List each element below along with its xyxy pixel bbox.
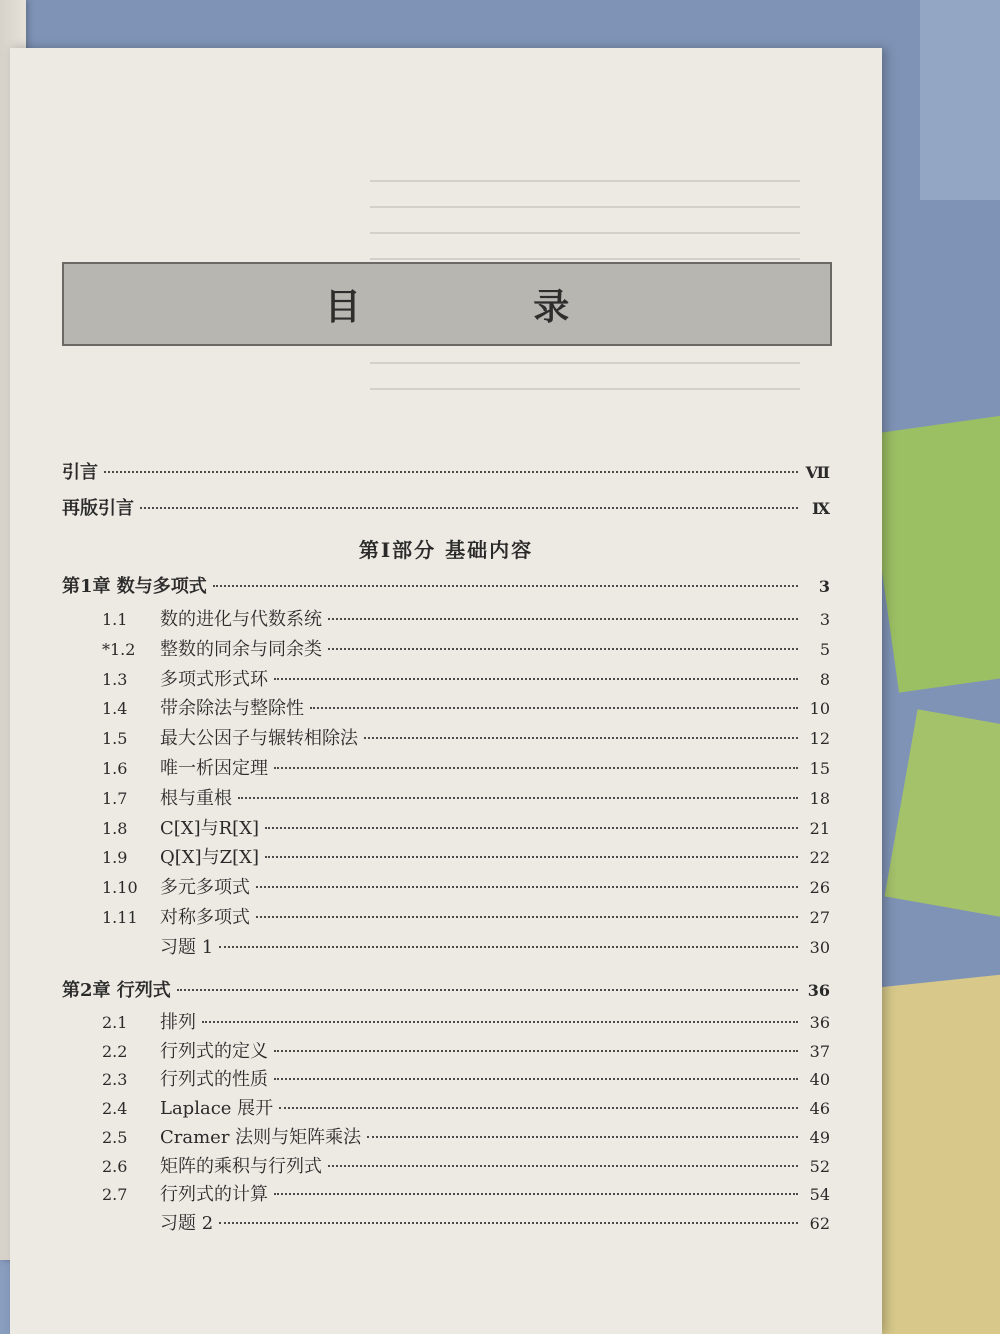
section-number: 1.4 bbox=[102, 699, 128, 719]
section-title: Laplace 展开 bbox=[160, 1098, 274, 1120]
toc-entry-preface[interactable] bbox=[62, 458, 830, 484]
section-number: 2.7 bbox=[102, 1185, 128, 1205]
toc-section-entry[interactable] bbox=[102, 1008, 830, 1034]
toc-section-entry[interactable] bbox=[102, 1094, 830, 1120]
toc-section-entry[interactable] bbox=[102, 1065, 830, 1091]
toc-section-entry[interactable] bbox=[102, 1037, 830, 1063]
toc-section-entry[interactable] bbox=[102, 754, 830, 780]
entry-page: 36 bbox=[809, 1013, 830, 1032]
leader-dots bbox=[274, 1078, 798, 1080]
entry-page: 30 bbox=[809, 937, 830, 957]
toc-section-entry[interactable] bbox=[102, 843, 830, 869]
toc-section-entry[interactable] bbox=[102, 665, 830, 691]
section-title: 习题 2 bbox=[160, 1212, 214, 1234]
entry-page: 3 bbox=[818, 577, 830, 596]
leader-dots bbox=[265, 856, 798, 858]
toc-section-entry[interactable] bbox=[102, 1152, 830, 1178]
section-number: 2.2 bbox=[102, 1041, 128, 1061]
toc-section-entry[interactable] bbox=[102, 1209, 830, 1235]
entry-page: 15 bbox=[809, 759, 830, 778]
section-number: 1.7 bbox=[102, 788, 128, 808]
section-title: 行列式的计算 bbox=[160, 1184, 268, 1206]
toc-section-entry[interactable] bbox=[102, 605, 830, 631]
section-number: 1.10 bbox=[102, 878, 138, 898]
section-title: 最大公因子与辗转相除法 bbox=[160, 728, 358, 750]
leader-dots bbox=[279, 1107, 798, 1109]
entry-page: 26 bbox=[809, 878, 830, 898]
toc-chapter-1[interactable] bbox=[62, 572, 830, 598]
toc-section-entry[interactable] bbox=[102, 1180, 830, 1206]
leader-dots bbox=[213, 585, 798, 587]
leader-dots bbox=[328, 648, 798, 650]
leader-dots bbox=[274, 767, 798, 769]
fabric-patch bbox=[863, 407, 1000, 692]
toc-section-entry[interactable] bbox=[102, 933, 830, 959]
chapter-title: 第2章 行列式 bbox=[62, 980, 171, 1001]
chapter-title: 第1章 数与多项式 bbox=[62, 576, 207, 597]
section-number: 2.5 bbox=[102, 1127, 128, 1147]
page-title: 目 录 bbox=[324, 285, 650, 328]
section-title: 根与重根 bbox=[160, 787, 232, 809]
section-title: Cramer 法则与矩阵乘法 bbox=[160, 1126, 362, 1148]
toc-title-banner bbox=[62, 262, 832, 346]
entry-page: 10 bbox=[809, 699, 830, 719]
toc-entry-second-preface[interactable] bbox=[62, 494, 830, 520]
section-title: 带余除法与整除性 bbox=[160, 698, 304, 720]
section-number: 1.3 bbox=[102, 669, 128, 689]
section-number: *1.2 bbox=[102, 639, 136, 659]
leader-dots bbox=[274, 678, 798, 680]
entry-title: 引言 bbox=[62, 462, 98, 483]
leader-dots bbox=[328, 618, 798, 620]
section-title: 行列式的定义 bbox=[160, 1040, 268, 1062]
toc-chapter-2[interactable] bbox=[62, 976, 830, 1002]
toc-section-entry[interactable] bbox=[102, 1123, 830, 1149]
entry-page: 18 bbox=[809, 788, 830, 808]
leader-dots bbox=[238, 797, 798, 799]
entry-page: 22 bbox=[809, 848, 830, 868]
section-title: 唯一析因定理 bbox=[160, 758, 268, 779]
entry-page: Ⅶ bbox=[805, 463, 830, 482]
leader-dots bbox=[177, 989, 798, 991]
entry-page: 21 bbox=[809, 818, 830, 838]
section-title: Q[X]与Z[X] bbox=[160, 847, 259, 869]
entry-page: 3 bbox=[819, 610, 830, 629]
section-title: 对称多项式 bbox=[160, 907, 250, 928]
section-number: 1.9 bbox=[102, 848, 128, 868]
leader-dots bbox=[274, 1050, 798, 1052]
fabric-patch bbox=[885, 709, 1000, 920]
toc-section-entry[interactable] bbox=[102, 814, 830, 840]
entry-page: 27 bbox=[809, 908, 830, 927]
leader-dots bbox=[219, 946, 798, 948]
section-title: 习题 1 bbox=[160, 936, 214, 958]
entry-page: 5 bbox=[819, 639, 830, 659]
section-title: 行列式的性质 bbox=[160, 1069, 268, 1091]
entry-page: 12 bbox=[809, 729, 830, 749]
leader-dots bbox=[256, 886, 798, 888]
section-title: 多元多项式 bbox=[160, 877, 250, 899]
section-title: 排列 bbox=[160, 1012, 196, 1033]
part-heading: 第Ⅰ部分 基础内容 bbox=[358, 538, 534, 562]
entry-page: 36 bbox=[807, 981, 830, 1000]
leader-dots bbox=[265, 827, 798, 829]
leader-dots bbox=[202, 1021, 798, 1023]
section-title: 数的进化与代数系统 bbox=[160, 609, 322, 630]
toc-section-entry[interactable] bbox=[102, 635, 830, 661]
entry-page: 49 bbox=[809, 1127, 830, 1147]
fabric-patch bbox=[920, 0, 1000, 200]
section-title: 多项式形式环 bbox=[160, 668, 268, 690]
book-page bbox=[10, 48, 882, 1334]
leader-dots bbox=[140, 507, 798, 509]
section-number: 1.6 bbox=[102, 759, 128, 778]
entry-page: 46 bbox=[809, 1099, 830, 1119]
entry-page: Ⅸ bbox=[811, 499, 830, 518]
section-number: 1.11 bbox=[102, 908, 138, 927]
leader-dots bbox=[219, 1222, 798, 1224]
entry-page: 62 bbox=[809, 1213, 830, 1233]
section-number: 2.4 bbox=[102, 1099, 128, 1119]
section-number: 1.8 bbox=[102, 818, 128, 838]
section-number: 2.3 bbox=[102, 1070, 128, 1090]
leader-dots bbox=[364, 737, 798, 739]
leader-dots bbox=[104, 471, 798, 473]
section-title: 整数的同余与同余类 bbox=[160, 638, 322, 660]
toc-section-entry[interactable] bbox=[102, 784, 830, 810]
section-number: 2.6 bbox=[102, 1156, 128, 1176]
entry-page: 54 bbox=[809, 1185, 830, 1205]
leader-dots bbox=[310, 707, 798, 709]
entry-page: 8 bbox=[819, 669, 830, 689]
leader-dots bbox=[256, 916, 798, 918]
section-number: 1.5 bbox=[102, 729, 128, 749]
leader-dots bbox=[274, 1193, 798, 1195]
section-title: C[X]与R[X] bbox=[160, 817, 260, 839]
section-number: 1.1 bbox=[102, 610, 128, 629]
toc-section-entry[interactable] bbox=[102, 724, 830, 750]
toc-section-entry[interactable] bbox=[102, 873, 830, 899]
toc-section-entry[interactable] bbox=[102, 903, 830, 929]
section-title: 矩阵的乘积与行列式 bbox=[160, 1155, 322, 1177]
entry-title: 再版引言 bbox=[62, 498, 134, 519]
entry-page: 40 bbox=[809, 1070, 830, 1090]
leader-dots bbox=[367, 1136, 798, 1138]
entry-page: 52 bbox=[809, 1156, 830, 1176]
leader-dots bbox=[328, 1165, 798, 1167]
toc-section-entry[interactable] bbox=[102, 694, 830, 720]
entry-page: 37 bbox=[809, 1041, 830, 1061]
section-number: 2.1 bbox=[102, 1013, 128, 1032]
